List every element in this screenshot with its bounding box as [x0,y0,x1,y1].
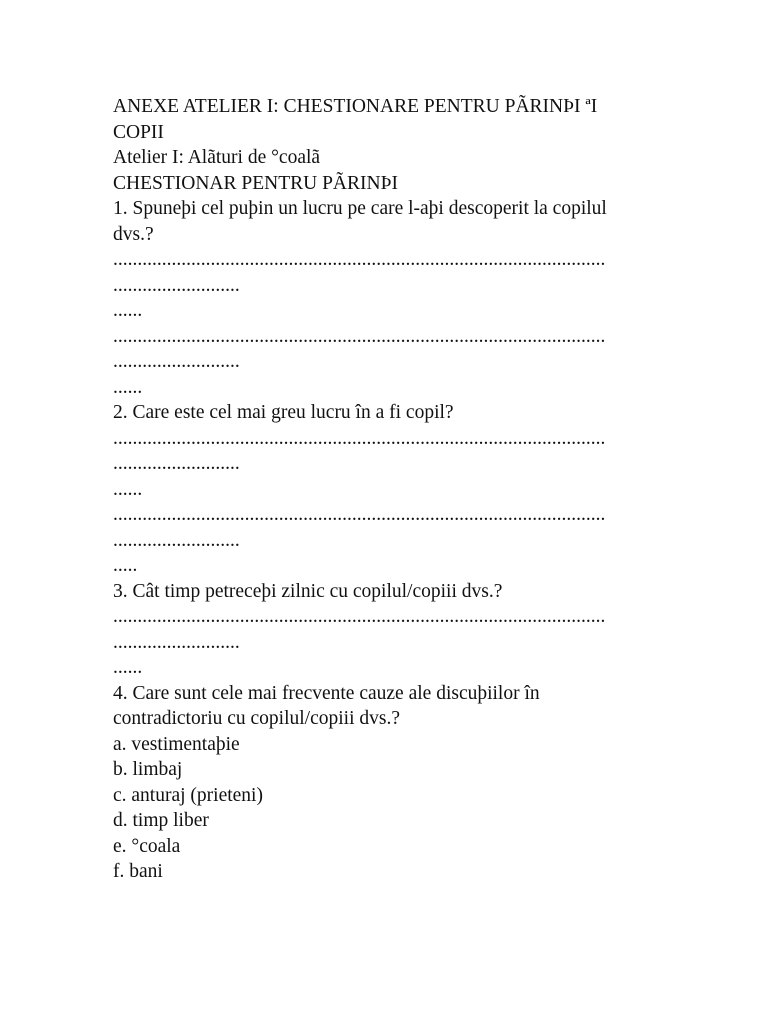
option-a: a. vestimentaþie [113,733,240,755]
answer-line: ..................................................................................................... [113,504,606,525]
annex-title-line-1: ANEXE ATELIER I: CHESTIONARE PENTRU PÃRINÞI ªI [113,96,598,117]
answer-line: .......................... [113,351,240,372]
option-f: f. bani [113,861,163,882]
answer-line: ...... [113,478,143,500]
answer-line: .......................... [113,529,240,551]
answer-line: .......................... [113,274,240,296]
option-c: c. anturaj (prieteni) [113,784,263,806]
answer-line: ..... [113,555,138,576]
answer-line: ...... [113,657,143,678]
questionnaire-text [113,94,658,885]
answer-line: ..................................................................................................... [113,325,606,347]
answer-line: ..................................................................................................... [113,606,606,627]
question-4-line-1: 4. Care sunt cele mai frecvente cauze ale discuþiilor în [113,682,540,704]
option-d: d. timp liber [113,810,209,831]
answer-line: .......................... [113,631,240,653]
answer-line: ...... [113,300,143,321]
answer-line: ..................................................................................................... [113,427,606,449]
option-e: e. °coala [113,835,181,857]
question-4-line-2: contradictoriu cu copilul/copiii dvs.? [113,708,401,729]
answer-line: ..................................................................................................... [113,249,606,270]
question-3: 3. Cât timp petreceþi zilnic cu copilul/copiii dvs.? [113,580,503,602]
workshop-subtitle: Atelier I: Alãturi de °coalã [113,147,321,168]
questionnaire-heading: CHESTIONAR PENTRU PÃRINÞI [113,172,398,194]
answer-line: .......................... [113,453,240,474]
question-1-line-1: 1. Spuneþi cel puþin un lucru pe care l-aþi descoperit la copilul [113,198,607,219]
question-2: 2. Care este cel mai greu lucru în a fi copil? [113,402,454,423]
answer-line: ...... [113,376,143,398]
option-b: b. limbaj [113,759,183,780]
question-1-line-2: dvs.? [113,223,154,245]
annex-title-line-2: COPII [113,121,164,143]
